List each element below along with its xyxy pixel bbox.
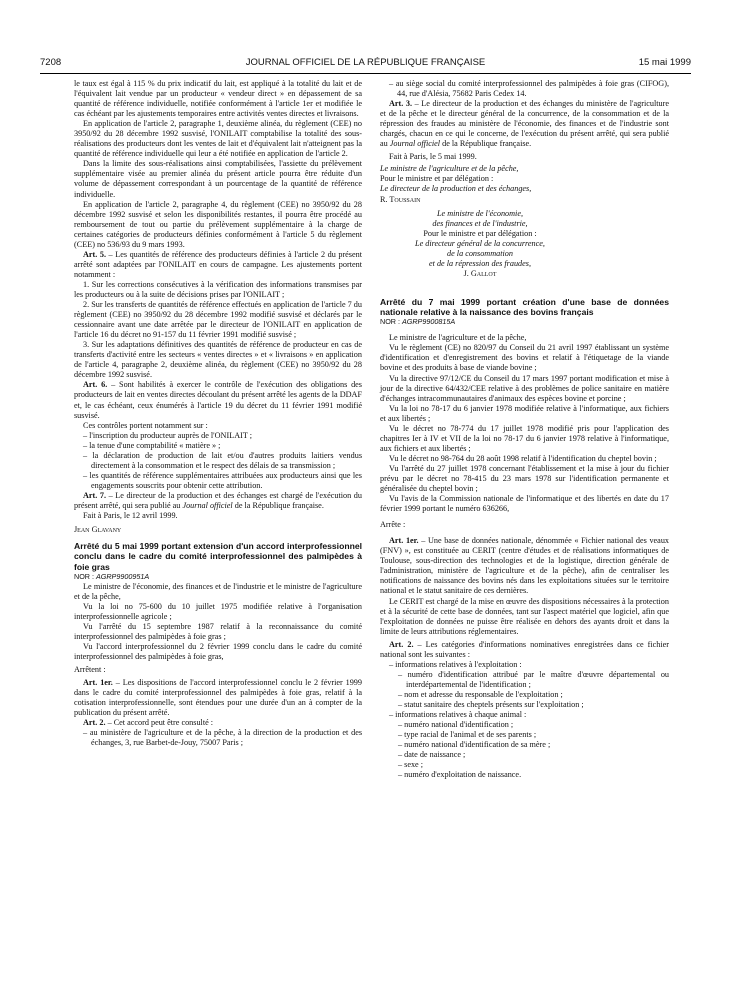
paragraph: Vu le décret no 98-764 du 28 août 1998 relatif à l'identification du cheptel bovin ;: [389, 453, 657, 463]
consultation-list-cont: [380, 79, 669, 99]
signature: R. Toussain: [380, 194, 421, 204]
paragraph: le taux est égal à 115 % du prix indicatif du lait, est appliqué à la totalité du lait et de l'équivalent lait vendue par un producteur « vendeur direct » en dépassement de sa quantité de référence individuelle, notifiée conformément à l'article 1er et modifiée le cas échéant par les ajustements temporaires entre activités ventes directes et livraisons.: [74, 79, 362, 119]
consultation-list: [74, 728, 362, 748]
list-item: – l'inscription du producteur auprès de l'ONILAIT ;: [83, 431, 362, 441]
paragraph: Vu l'arrêté du 27 juillet 1978 concernant l'établissement et la mise à jour du fichier prévu par le décret no 78-415 du 23 mars 1978 sur l'identification permanente et généralisée du cheptel bovin ;: [380, 463, 669, 494]
paragraph: Dans la limite des sous-réalisations ainsi comptabilisées, l'assiette du prélèvement supplémentaire visée au premier alinéa du présent article pourra être réduite d'un volume de dépassement correspondant à un pourcentage de la quantité de référence individuelle.: [74, 159, 362, 199]
paragraph: Vu l'avis de la Commission nationale de l'informatique et des libertés en date du 17 février 1999 portant le numéro 636266,: [380, 494, 669, 514]
nor-reference: NOR : AGRP9900951A: [74, 571, 150, 581]
list-item: – la déclaration de production de lait et/ou d'autres produits laitiers vendus directement à la consommation et le respect des délais de sa transmission ;: [83, 451, 362, 471]
signature-block-1: Le ministre de l'agriculture et de la pêche, Pour le ministre et par délégation : Le directeur de la production et des échanges, R. Toussain: [380, 164, 669, 204]
paragraph: Vu la directive 97/12/CE du Conseil du 17 mars 1997 portant modification et mise à jour de la directive 64/432/CEE relative à des problèmes de police sanitaire en matière d'échanges intracommunautaires d'animaux des espèces bovine et porcine ;: [380, 373, 669, 403]
issue-date: 15 mai 1999: [638, 57, 691, 68]
paragraph: 3. Sur les adaptations définitives des quantités de référence de producteur en cas de transferts d'activité entre les secteurs « ventes directes » et « livraisons » en application de l'article 4, paragraphe 2, deuxième alinéa, du règlement (CEE) no 3950/92 du 28 décembre 1992 susvisé.: [74, 340, 362, 380]
paragraph: Le ministre de l'agriculture et de la pêche,: [389, 333, 527, 343]
list-item: – la tenue d'une comptabilité « matière » ;: [83, 441, 362, 451]
categories-list-2: [380, 710, 669, 720]
list-item: – les quantités de référence supplémentaires attribuées aux producteurs ainsi que les engagements souscrits pour obtenir cette attribution.: [83, 471, 362, 491]
list-item: – sexe ;: [398, 760, 669, 770]
list-item: – date de naissance ;: [398, 750, 669, 760]
list-item: – numéro d'exploitation de naissance.: [398, 770, 669, 780]
header-rule: [40, 73, 691, 74]
article-2: Art. 2. – Cet accord peut être consulté :: [83, 718, 214, 728]
article-2: Art. 2. – Les catégories d'informations nominatives enregistrées dans ce fichier national sont les suivantes :: [380, 639, 669, 659]
paragraph: En application de l'article 2, paragraphe 1, deuxième alinéa, du règlement (CEE) no 3950/92 du 28 décembre 1992 susvisé, l'ONILAIT comptabilise la totalité des sous-réalisations des producteurs dont les ventes de lait et d'équivalent lait n'atteignent pas la quantité de référence individuelle qui leur a été notifiée en application de l'article 2.: [74, 119, 362, 159]
date-place: Fait à Paris, le 5 mai 1999.: [389, 152, 477, 162]
right-column: [380, 79, 669, 780]
left-column: [74, 79, 362, 749]
list-item: – numéro d'identification attribué par le maître d'œuvre départemental ou interdépartemental de l'identification ;: [398, 670, 669, 690]
article-text: – Sont habilités à exercer le contrôle de l'exécution des obligations des producteurs de lait en ventes directes découlant du présent arrêté les agents de la DDAF et, le cas échéant, ceux énumérés à l'article 19 du décret du 11 février 1991 modifié susvisé.: [74, 380, 362, 420]
decree-title: Arrêté du 7 mai 1999 portant création d'une base de données nationale relative à la naissance des bovins français: [380, 296, 669, 318]
article-7: Art. 7. – Le directeur de la production et des échanges est chargé de l'exécution du présent arrêté, qui sera publié au Journal officiel de la République française.: [74, 490, 362, 510]
list-item: – informations relatives à l'exploitation :: [389, 660, 669, 670]
signature: Jean Glavany: [74, 525, 122, 535]
list-item: – numéro national d'identification de sa mère ;: [398, 740, 669, 750]
article-label: Art. 5.: [83, 249, 107, 259]
journal-title: JOURNAL OFFICIEL DE LA RÉPUBLIQUE FRANÇAISE: [245, 57, 486, 68]
page-number: 7208: [40, 57, 62, 68]
decree-title: Arrêté du 5 mai 1999 portant extension d'un accord interprofessionnel conclu dans le cadre du comité interprofessionnel des palmipèdes à foie gras: [74, 541, 362, 572]
paragraph: 1. Sur les corrections consécutives à la vérification des informations transmises par les producteurs ou à la suite de décisions prises par l'ONILAIT ;: [74, 279, 362, 299]
article-1: Art. 1er. – Une base de données nationale, dénommée « Fichier national des veaux (FNV) », est constituée au CERIT (centre d'études et de réalisations informatiques de Toulouse, sous-direction des technologies et de la logistique, direction générale de l'administration, ministère de l'agriculture et de la pêche), afin de centraliser les notifications de naissance des bovins nés dans les exploitations situées sur le territoire national et le statut sanitaire de ces dernières.: [380, 536, 670, 596]
paragraph: Vu le décret no 78-774 du 17 juillet 1978 modifié pris pour l'application des chapitres Ier à IV et VII de la loi no 78-17 du 6 janvier 1978 relative à l'informatique, aux fichiers et aux libertés ;: [380, 423, 669, 453]
article-5: [74, 250, 362, 280]
article-label: Art. 7.: [83, 490, 107, 500]
list-item: – type racial de l'animal et de ses parents ;: [398, 730, 669, 740]
paragraph: Ces contrôles portent notamment sur :: [83, 420, 208, 430]
article-label: Art. 6.: [83, 380, 108, 390]
exploitation-items: [380, 670, 669, 710]
paragraph: 2. Sur les transferts de quantités de référence effectués en application de l'article 7 du règlement (CEE) no 3950/92 du 28 décembre 1992 modifié susvisé et déclarés par le cessionnaire avant une date arrêtée par le directeur de l'ONILAIT en application de l'article 16 du décret no 91-157 du 11 février 1991 modifié susvisé ;: [74, 300, 362, 340]
list-item: – statut sanitaire des cheptels présents sur l'exploitation ;: [398, 700, 669, 710]
signature: J. Gallot: [463, 268, 497, 278]
arretent-heading: Arrêtent :: [74, 665, 106, 675]
nor-reference: NOR : AGRP9900815A: [380, 317, 456, 327]
paragraph: Vu la loi no 78-17 du 6 janvier 1978 modifiée relative à l'informatique, aux fichiers et aux libertés ;: [380, 403, 669, 423]
signature-block-2: Le ministre de l'économie, des finances et de l'industrie, Pour le ministre et par délégation : Le directeur général de la concurrence, de la consommation et de la répression des fraudes, J. Gallot: [380, 209, 580, 279]
controls-list: [74, 431, 362, 491]
article-text: – Les quantités de référence des producteurs définies à l'article 2 du présent arrêté sont adaptées par l'ONILAIT en cours de campagne. Les ajustements portent notamment :: [74, 249, 362, 279]
paragraph: Le CERIT est chargé de la mise en œuvre des dispositions nécessaires à la protection et à la sécurité de cette base de données, tant sur l'aspect matériel que logiciel, afin que l'exploitation de données ne puisse être réalisée en dehors des ayants droit et dans la limite de leurs attributions réglementaires.: [380, 596, 669, 636]
list-item: – nom et adresse du responsable de l'exploitation ;: [398, 690, 669, 700]
paragraph: Vu l'accord interprofessionnel du 2 février 1999 conclu dans le cadre du comité interprofessionnel des palmipèdes à foie gras,: [74, 642, 362, 662]
arrete-heading: Arrête :: [380, 520, 406, 530]
list-item: – au ministère de l'agriculture et de la pêche, à la direction de la production et des échanges, 3, rue Barbet-de-Jouy, 75007 Paris ;: [83, 728, 362, 748]
categories-list: [380, 660, 669, 670]
list-item: – au siège social du comité interprofessionnel des palmipèdes à foie gras (CIFOG), 44, rue d'Alésia, 75682 Paris Cedex 14.: [389, 79, 669, 99]
article-1: Art. 1er. – Les dispositions de l'accord interprofessionnel conclu le 2 février 1999 dans le cadre du comité interprofessionnel des palmipèdes à foie gras, relatif à la cotisation interprofessionnelle, sont étendues pour une durée d'un an à compter de la publication du présent arrêté.: [74, 678, 362, 718]
animal-items: [380, 720, 669, 780]
list-item: – numéro national d'identification ;: [398, 720, 669, 730]
list-item: – informations relatives à chaque animal :: [389, 710, 669, 720]
date-place: Fait à Paris, le 12 avril 1999.: [83, 511, 178, 521]
page-header: [40, 57, 691, 71]
article-6: [74, 380, 362, 420]
article-3: Art. 3. – Le directeur de la production et des échanges du ministère de l'agriculture et de la pêche et le directeur général de la concurrence, de la consommation et de la répression des fraudes au ministère de l'économie, des finances et de l'industrie sont chargés, chacun en ce qui le concerne, de l'exécution du présent arrêté, qui sera publié au Journal officiel de la République française.: [380, 99, 669, 149]
paragraph: Vu l'arrêté du 15 septembre 1987 relatif à la reconnaissance du comité interprofessionnel des palmipèdes à foie gras ;: [74, 621, 362, 641]
paragraph: Le ministre de l'économie, des finances et de l'industrie et le ministre de l'agriculture et de la pêche,: [74, 581, 362, 601]
paragraph: Vu le règlement (CE) no 820/97 du Conseil du 21 avril 1997 établissant un système d'identification et d'enregistrement des bovins et relatif à l'étiquetage de la viande bovine et des produits à base de viande bovine ;: [380, 343, 669, 373]
paragraph: Vu la loi no 75-600 du 10 juillet 1975 modifiée relative à l'organisation interprofessionnelle agricole ;: [74, 601, 362, 621]
paragraph: En application de l'article 2, paragraphe 4, du règlement (CEE) no 3950/92 du 28 décembre 1992 susvisé et selon les disponibilités restantes, il pourra être procédé au remboursement de tout ou partie du prélèvement supplémentaire à la charge de certaines catégories de producteurs définies conformément à l'article 5 du règlement (CEE) no 536/93 du 9 mars 1993.: [74, 199, 362, 249]
